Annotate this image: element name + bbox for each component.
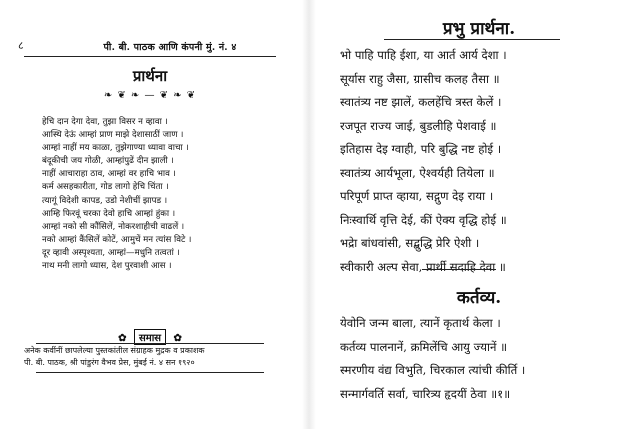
- section-rule: [422, 269, 496, 270]
- section-title: कर्तव्य.: [456, 288, 502, 308]
- header-rule: [24, 56, 276, 57]
- poem-line: नाथ मनी लागो ध्यास, देश पुरवाशी आस ।: [42, 261, 172, 272]
- imprint-line: अनेक कवींनीं छापलेल्या पुस्तकांतील संग्राहक मुद्रक व प्रकाशक: [24, 346, 205, 355]
- ornament-divider: ❧ ❦ ❧ — ❦ ❧ ❦: [103, 90, 197, 101]
- prayer-line: सूर्यास राहु जैसा, ग्रासीच कलह तैसा ॥: [340, 71, 500, 86]
- book-gutter: [302, 0, 316, 429]
- divider: [36, 372, 264, 373]
- samas-label: समास: [134, 329, 166, 345]
- duty-line: येवोनि जन्म बाला, त्यानें कृतार्थ केला ।: [340, 316, 501, 330]
- duty-line: स्मरणीय वंद्य विभुति, चिरकाल त्यांची कीर्ति ।: [340, 363, 526, 377]
- poem-line: आम्हां नाहीं मय काळा, तुझेगाण्या ध्यावा वाचा ।: [42, 143, 189, 154]
- poem-line: बंदूकीची जय गोळी, आम्हांपुढें दीन झाली ।: [42, 156, 174, 167]
- imprint-line: पी. बी. पाठक, श्री पांडुरंग वैभव प्रेस, मुंबई नं. ४ सन १९२०: [24, 358, 195, 367]
- prayer-line: स्वातंत्र्य नष्ट झालें, कलहेंचि त्रस्त केलें ।: [340, 95, 502, 109]
- poem-line: कर्म असहकारीता, गोड लागो हेचि चिंता ।: [42, 182, 169, 193]
- imprint: [24, 345, 276, 369]
- prayer-line: स्वीकारी अल्प सेवा, प्रार्थी सदाहि देवा ॥: [340, 259, 506, 274]
- prayer-line: रजपूत राज्य जाई, बुडलीहि पेशवाई ॥: [340, 118, 497, 133]
- prayer-line: भद्रेा बांधवांसी, सद्बुद्धि प्रेरि ऐशी ।: [340, 236, 480, 250]
- poem-lines: [42, 116, 242, 273]
- poem-line: दूर व्हावी अस्पृश्यता, आम्हां—मधुनि तत्वतां ।: [42, 247, 180, 258]
- prayer-line: भो पाहि पाहि ईशा, या आर्त आर्य देशा ।: [340, 48, 507, 62]
- prayer-lines: [340, 44, 606, 279]
- duty-line: कर्तव्य पालनानें, क्रमिलेंचि आयु ज्यानें ॥: [340, 339, 508, 354]
- duty-line: सन्मार्गवर्ति सर्वा, चारित्र्य हृदयीं ठेवा ॥१॥: [340, 386, 511, 401]
- poem-line: हेचि दान देगा देवा, तुझा विसर न व्हावा ।: [42, 117, 168, 127]
- page-title: प्रार्थना: [132, 67, 168, 85]
- publisher-line: पी. बी. पाठक आणि कंपनी मुं. नं. ४: [103, 42, 237, 53]
- flower-ornament-icon: ✿: [118, 333, 127, 344]
- divider: [36, 343, 264, 344]
- prayer-line: इतिहास देइ ग्वाही, परि बुद्धि नष्ट होई ।: [340, 142, 502, 156]
- prayer-line: परिपूर्ण प्राप्त व्हाया, सद्गुण देइ राया ।: [340, 189, 494, 203]
- prayer-title: प्रभु प्रार्थना.: [442, 19, 516, 39]
- page-number: ८: [18, 39, 24, 52]
- prayer-line: स्वातंत्र्य आर्यभूला, ऐश्वर्यही तियेला ॥: [340, 165, 495, 180]
- running-head: [18, 38, 282, 56]
- flower-ornament-icon: ✿: [173, 333, 182, 344]
- prayer-line: निःस्वार्थि वृत्ति देई, कीं ऐक्य वृद्धि होई ॥: [340, 212, 507, 227]
- poem-line: आम्हि फिरवूं चरका देवो हाचि आम्हां हुंका ।: [42, 208, 176, 219]
- right-page: [318, 0, 640, 429]
- poem-line: आम्हां नको सी कौंसिलें, नोकरशाहीची वाढलें ।: [42, 221, 185, 232]
- poem-line: त्यागूं विदेशी कापड, उडो नेशीचीं झापड ।: [42, 195, 168, 206]
- poem-line: नाहीं आचाराहा ठाव, आम्हां वर हाचि भाव ।: [42, 169, 176, 180]
- duty-lines: [340, 312, 606, 406]
- poem-line: आस्थि देऊं आम्हां प्राण माझे देशासाठीं जाण ।: [42, 130, 184, 141]
- left-page: [0, 0, 300, 429]
- poem-line: नको आम्हां कैंसिलें कोटें, आमुचें मन त्यांस विटे ।: [42, 234, 192, 245]
- title-rule: [384, 39, 560, 40]
